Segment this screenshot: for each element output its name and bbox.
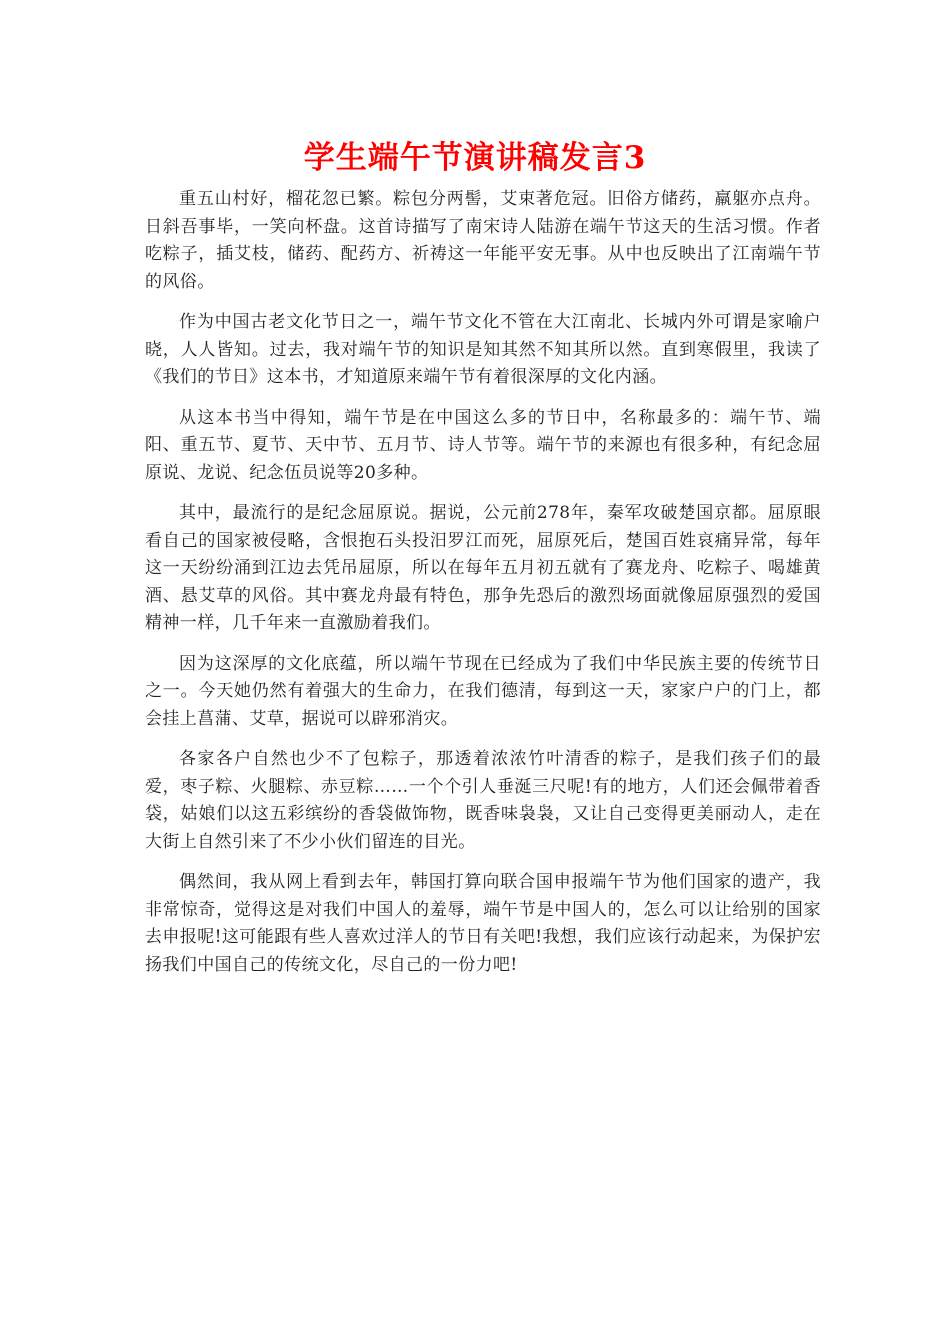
paragraph-5: 因为这深厚的文化底蕴，所以端午节现在已经成为了我们中华民族主要的传统节日之一。今天她仍然有着强大的生命力，在我们德清，每到这一天，家家户户的门上，都会挂上菖蒲、艾草，据说可以辟邪消灾。	[145, 653, 821, 729]
document-body	[145, 186, 821, 992]
paragraph-1: 重五山村好，榴花忽已繁。粽包分两髻，艾束著危冠。旧俗方储药，羸躯亦点舟。日斜吾事毕，一笑向杯盘。这首诗描写了南宋诗人陆游在端午节这天的生活习惯。作者吃粽子，插艾枝，储药、配药方、祈祷这一年能平安无事。从中也反映出了江南端午节的风俗。	[145, 189, 821, 292]
paragraph-3: 从这本书当中得知，端午节是在中国这么多的节日中，名称最多的：端午节、端阳、重五节、夏节、天中节、五月节、诗人节等。端午节的来源也有很多种，有纪念屈原说、龙说、纪念伍员说等20多种。	[145, 407, 821, 483]
document-title: 学生端午节演讲稿发言3	[303, 140, 647, 176]
paragraph-6: 各家各户自然也少不了包粽子，那透着浓浓竹叶清香的粽子，是我们孩子们的最爱，枣子粽、火腿粽、赤豆粽……一个个引人垂涎三尺呢!有的地方，人们还会佩带着香袋，姑娘们以这五彩缤纷的香袋做饰物，既香味袅袅，又让自己变得更美丽动人，走在大街上自然引来了不少小伙们留连的目光。	[145, 749, 821, 852]
paragraph-4: 其中，最流行的是纪念屈原说。据说，公元前278年，秦军攻破楚国京都。屈原眼看自己的国家被侵略，含恨抱石头投汨罗江而死，屈原死后，楚国百姓哀痛异常，每年这一天纷纷涌到江边去凭吊屈原，所以在每年五月初五就有了赛龙舟、吃粽子、喝雄黄酒、悬艾草的风俗。其中赛龙舟最有特色，那争先恐后的激烈场面就像屈原强烈的爱国精神一样，几千年来一直激励着我们。	[145, 503, 821, 633]
paragraph-2: 作为中国古老文化节日之一，端午节文化不管在大江南北、长城内外可谓是家喻户晓，人人皆知。过去，我对端午节的知识是知其然不知其所以然。直到寒假里，我读了《我们的节日》这本书，才知道原来端午节有着很深厚的文化内涵。	[145, 312, 821, 387]
paragraph-7: 偶然间，我从网上看到去年，韩国打算向联合国申报端午节为他们国家的遗产，我非常惊奇，觉得这是对我们中国人的羞辱，端午节是中国人的，怎么可以让给别的国家去申报呢!这可能跟有些人喜欢过洋人的节日有关吧!我想，我们应该行动起来，为保护宏扬我们中国自己的传统文化，尽自己的一份力吧!	[145, 872, 821, 975]
